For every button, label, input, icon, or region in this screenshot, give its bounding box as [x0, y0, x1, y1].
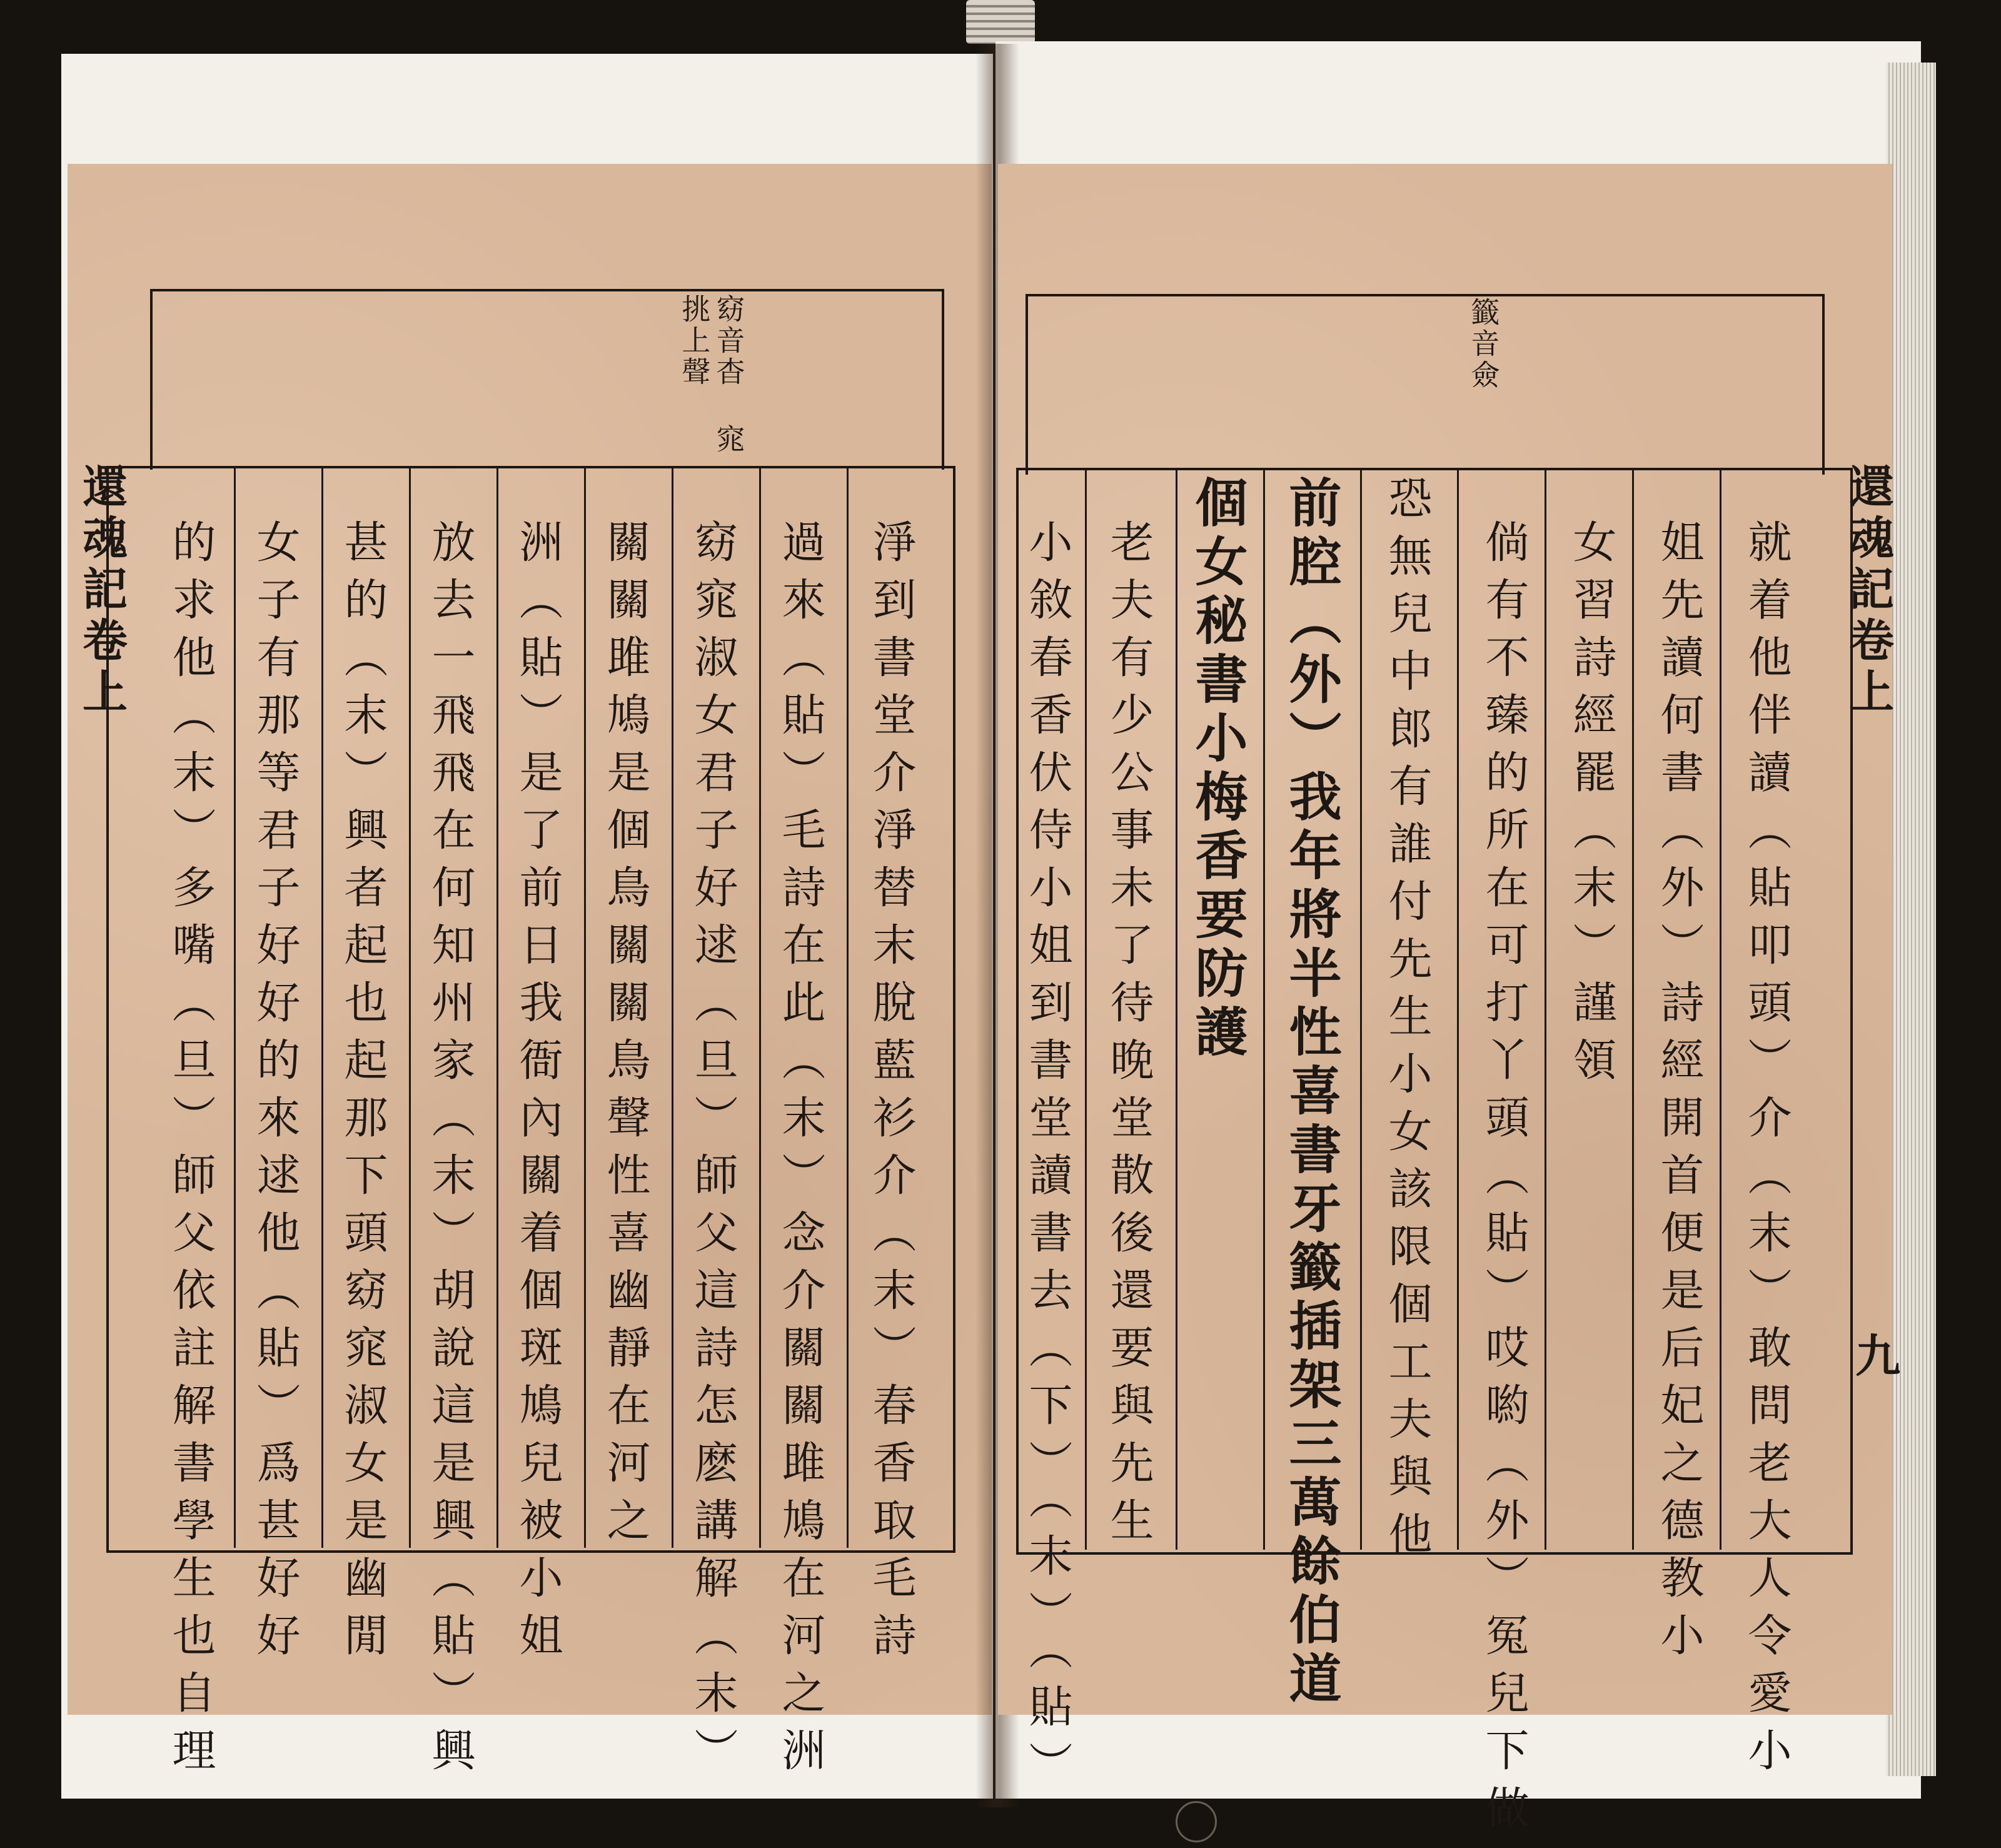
text-column: 關關雎鳩是個鳥關關鳥聲性喜幽靜在河之	[600, 519, 651, 1555]
text-column: 窈窕淑女君子好逑（旦）師父這詩怎麽講解（末）	[687, 519, 738, 1785]
text-column: 倘有不臻的所在可打丫頭（貼）哎喲（外）冤兒下做	[1478, 519, 1530, 1842]
text-column: 洲（貼）是了前日我衙內關着個斑鳩兒被小姐	[512, 519, 563, 1670]
text-column: 老夫有少公事未了待晚堂散後還要與先生	[1103, 519, 1154, 1555]
text-column: 的求他（末）多嘴（旦）師父依註解書學生也自理	[165, 519, 216, 1785]
left-folio-title: 還魂記卷上	[75, 463, 128, 719]
text-column: 淨到書堂介淨替末脫藍衫介（末）春香取毛詩	[865, 519, 917, 1670]
right-column-rule	[1085, 468, 1087, 1550]
left-column-rule	[496, 466, 498, 1548]
text-column: 前腔（外）我年將半性喜書牙籤插架三萬餘伯道	[1281, 475, 1343, 1710]
right-column-rule	[1457, 468, 1459, 1550]
left-column-rule	[321, 466, 323, 1548]
right-column-rule	[1360, 468, 1362, 1550]
text-column: 甚的（末）興者起也起那下頭窈窕淑女是幽閒	[337, 519, 388, 1670]
text-column: 姐先讀何書（外）詩經開首便是后妃之德教小	[1653, 519, 1705, 1670]
binding-clasp	[966, 0, 1035, 44]
right-column-rule	[1263, 468, 1265, 1550]
left-column-rule	[847, 466, 849, 1548]
right-header-note: 籤音僉	[1466, 297, 1501, 391]
text-column: 女子有那等君子好好的來逑他（貼）爲甚好好	[249, 519, 301, 1670]
page-number: 九	[1848, 1332, 1901, 1383]
left-header-note: 窈音杳 窕挑上聲	[677, 294, 746, 455]
text-column: 就着他伴讀（貼叩頭）介（末）敢問老大人令愛小	[1741, 519, 1792, 1785]
text-column: 小敘春香伏侍小姐到書堂讀書去（下）（末）（貼）	[1022, 519, 1073, 1799]
right-folio-title: 還魂記卷上	[1842, 463, 1895, 719]
left-column-rule	[584, 466, 586, 1548]
left-column-rule	[672, 466, 673, 1548]
left-column-rule	[759, 466, 761, 1548]
library-seal-icon	[1176, 1801, 1217, 1842]
right-column-rule	[1720, 468, 1721, 1550]
page-stack-edge	[1886, 63, 1936, 1776]
text-column: 個女秘書小梅香要防護	[1187, 475, 1249, 1063]
left-column-rule	[409, 466, 411, 1548]
left-column-rule	[234, 466, 236, 1548]
text-column: 恐無兒中郎有誰付先生小女該限個工夫與他	[1381, 475, 1433, 1568]
right-column-rule	[1545, 468, 1546, 1550]
right-header-frame	[1026, 294, 1825, 475]
left-header-frame	[150, 289, 944, 470]
text-column: 放去一飛飛在何知州家（末）胡說這是興（貼）興	[425, 519, 476, 1785]
right-column-rule	[1176, 468, 1177, 1550]
right-column-rule	[1632, 468, 1634, 1550]
text-column: 女習詩經罷（末）謹領	[1566, 519, 1617, 1094]
text-column: 過來（貼）毛詩在此（末）念介關關雎鳩在河之洲	[775, 519, 826, 1785]
